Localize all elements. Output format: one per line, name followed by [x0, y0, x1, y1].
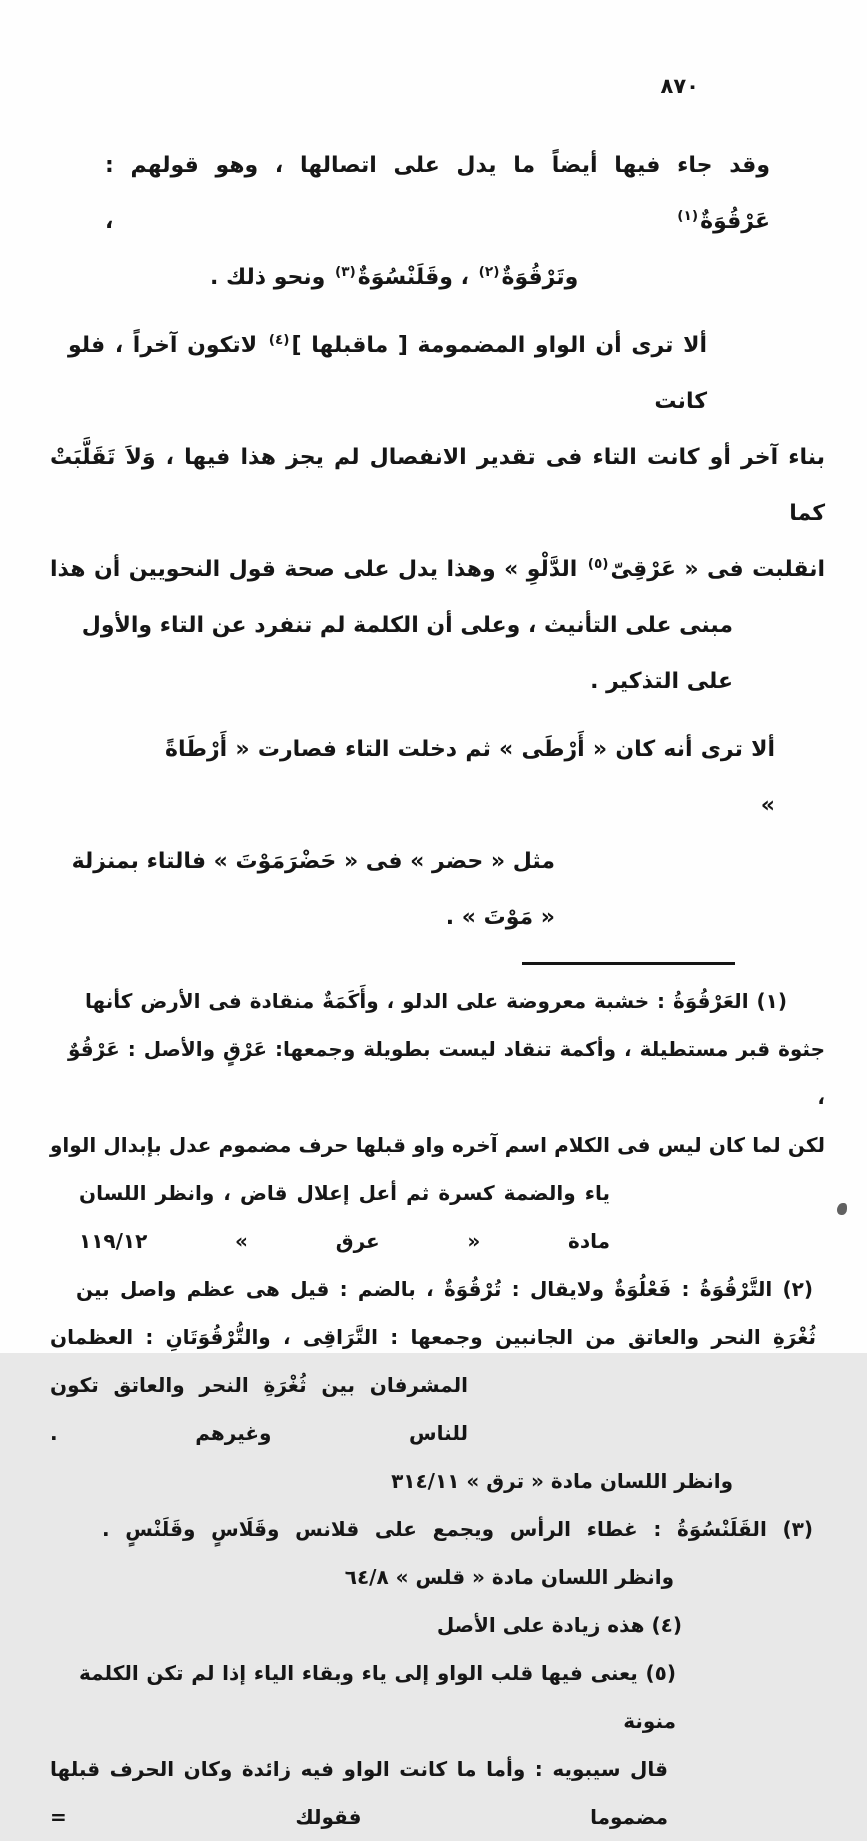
footnote-line — [50, 1745, 825, 1841]
footnote-separator — [522, 962, 735, 965]
line-text: ياء والضمة كسرة ثم أعل إعلال قاض ، وانظر اللسان مادة « عرق » ١١٩/١٢ — [79, 1181, 610, 1253]
line-text: جثوة قبر مستطيلة ، وأكمة تنقاد ليست بطويلة وجمعها: عَرْقٍ والأصل : عَرْقُوٌ ، — [68, 1037, 825, 1109]
footnote-line — [50, 1601, 825, 1649]
line-text: انقلبت فى « عَرْقِىّ — [610, 557, 825, 582]
paragraph-3 — [50, 722, 825, 946]
page-number: ٨٧٠ — [660, 74, 699, 98]
footnote-line — [50, 1313, 825, 1361]
text-line — [50, 138, 825, 250]
line-text: ، وقَلَنْسُوَةٌ — [357, 265, 477, 290]
line-text: وانظر اللسان مادة « ترق » ٣١٤/١١ — [391, 1469, 733, 1493]
line-text: الدَّلْوِ » وهذا يدل على صحة قول النحويين أن هذا — [50, 557, 586, 582]
line-text: مبنى على التأنيث ، وعلى أن الكلمة لم تنفرد عن التاء والأول على التذكير . — [81, 613, 733, 694]
text-line — [50, 250, 825, 306]
footnote-ref-1: (١) — [677, 207, 699, 224]
line-text: المشرفان بين ثُغْرَةِ النحر والعاتق تكون للناس وغيرهم . — [50, 1373, 468, 1445]
text-line — [50, 542, 825, 598]
line-text: (٣) القَلَنْسُوَةُ : غطاء الرأس ويجمع على قلانس وقَلَاسٍ وقَلَنْسٍ . — [102, 1517, 813, 1541]
footnote-line — [50, 1649, 825, 1745]
line-text: قال سيبويه : وأما ما كانت الواو فيه زائدة وكان الحرف قبلها مضموما فقولك = — [50, 1757, 668, 1829]
footnote-ref-2: (٢) — [478, 263, 500, 280]
footnote-reference-line — [50, 1553, 825, 1601]
text-line — [50, 598, 825, 710]
footnote-ref-3: (٣) — [334, 263, 356, 280]
line-text: ألا ترى أنه كان « أَرْطَى » ثم دخلت التاء فصارت « أَرْطَاةً » — [165, 737, 775, 818]
line-text: لاتكون آخراً ، فلو كانت — [68, 333, 707, 414]
line-text: وقد جاء فيها أيضاً ما يدل على اتصالها ، وهو قولهم : عَرْقُوَةٌ — [105, 153, 770, 234]
text-line — [50, 834, 825, 946]
line-text: ، — [105, 209, 676, 234]
footnote-line — [50, 1025, 825, 1121]
line-text: ونحو ذلك . — [210, 265, 333, 290]
paragraph-2 — [50, 318, 825, 710]
paragraph-1 — [50, 138, 825, 306]
line-text: وتَرْقُوَةٌ — [501, 265, 579, 290]
line-text: مثل « حضر » فى « حَضْرَمَوْتَ » فالتاء بمنزلة « مَوْتَ » . — [71, 849, 555, 930]
footnote-ref-5: (٥) — [587, 555, 609, 572]
line-text: (٥) يعنى فيها قلب الواو إلى ياء وبقاء الياء إذا لم تكن الكلمة منونة — [79, 1661, 676, 1733]
footnote-line — [50, 1505, 825, 1553]
footnote-reference-line — [50, 1457, 825, 1505]
footnote-line — [50, 977, 825, 1025]
ink-smudge — [837, 1203, 847, 1215]
footnote-line — [50, 1361, 825, 1457]
line-text: لكن لما كان ليس فى الكلام اسم آخره واو قبلها حرف مضموم عدل بإبدال الواو — [50, 1133, 825, 1157]
line-text: (١) العَرْقُوَةُ : خشبة معروضة على الدلو ، وأَكَمَةٌ منقادة فى الأرض كأنها — [85, 989, 787, 1013]
line-text: ثُغْرَةِ النحر والعاتق من الجانبين وجمعها : التَّرَاقِى ، والتُّرْقُوَتَانِ : العظمان — [50, 1325, 816, 1349]
footnotes-section — [50, 977, 825, 1841]
line-text: وانظر اللسان مادة « قلس » ٦٤/٨ — [344, 1565, 674, 1589]
footnote-line — [50, 1265, 825, 1313]
text-line — [50, 318, 825, 430]
main-text — [50, 138, 825, 946]
line-text: ألا ترى أن الواو المضمومة [ ماقبلها ] — [291, 333, 707, 358]
line-text: (٤) هذه زيادة على الأصل — [436, 1613, 682, 1637]
text-line — [50, 722, 825, 834]
line-text: بناء آخر أو كانت التاء فى تقدير الانفصال لم يجز هذا فيها ، وَلاَ تَقَلَّبَتْ كما — [50, 445, 825, 526]
footnote-line — [50, 1169, 825, 1265]
footnote-ref-4: (٤) — [268, 331, 290, 348]
footnote-line — [50, 1121, 825, 1169]
text-line — [50, 430, 825, 542]
line-text: (٢) التَّرْقُوَةُ : فَعْلُوَةٌ ولايقال : تُرْقُوَةٌ ، بالضم : قيل هى عظم واصل بين — [76, 1277, 813, 1301]
